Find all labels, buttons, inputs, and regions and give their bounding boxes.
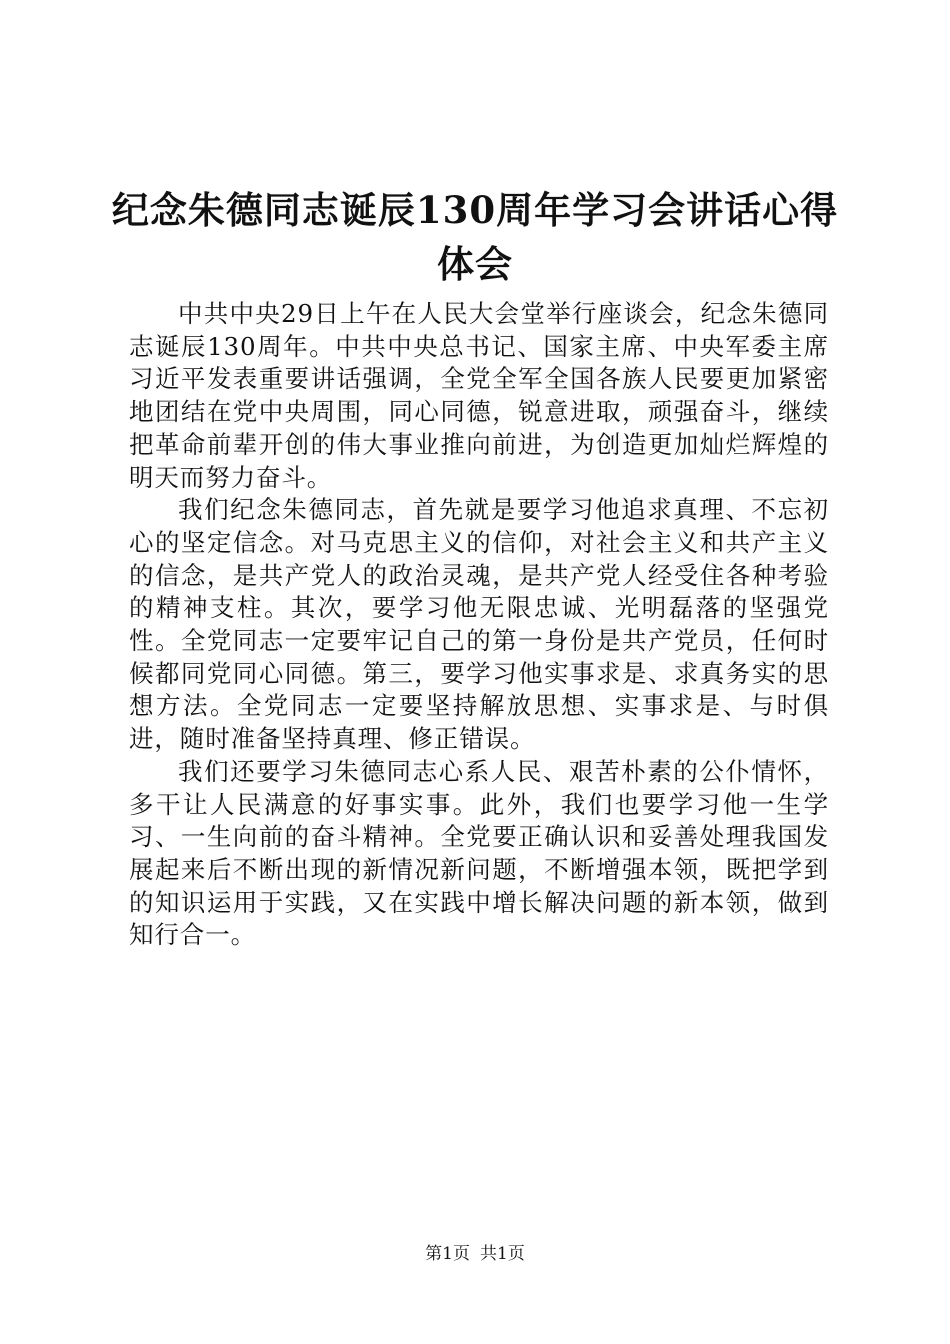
paragraph: 我们还要学习朱德同志心系人民、艰苦朴素的公仆情怀，多干让人民满意的好事实事。此外，我们也要学习他一生学习、一生向前的奋斗精神。全党要正确认识和妥善处理我国发展起来后不断出现的新情况新问题，不断增强本领，既把学到的知识运用于实践，又在实践中增长解决问题的新本领，做到知行合一。	[129, 756, 829, 950]
document-body	[129, 298, 829, 952]
document-title: 纪念朱德同志诞辰130周年学习会讲话心得体会	[111, 188, 839, 286]
paragraph: 中共中央29日上午在人民大会堂举行座谈会，纪念朱德同志诞辰130周年。中共中央总书记、国家主席、中央军委主席习近平发表重要讲话强调，全党全军全国各族人民要更加紧密地团结在党中央周围，同心同德，锐意进取，顽强奋斗，继续把革命前辈开创的伟大事业推向前进，为创造更加灿烂辉煌的明天而努力奋斗。	[129, 299, 829, 492]
page-footer	[0, 1242, 950, 1266]
page-number: 第1页	[425, 1244, 470, 1264]
page-count: 共1页	[480, 1244, 525, 1264]
paragraph: 我们纪念朱德同志，首先就是要学习他追求真理、不忘初心的坚定信念。对马克思主义的信仰，对社会主义和共产主义的信念，是共产党人的政治灵魂，是共产党人经受住各种考验的精神支柱。其次，要学习他无限忠诚、光明磊落的坚强党性。全党同志一定要牢记自己的第一身份是共产党员，任何时候都同党同心同德。第三，要学习他实事求是、求真务实的思想方法。全党同志一定要坚持解放思想、实事求是、与时俱进，随时准备坚持真理、修正错误。	[129, 495, 829, 754]
